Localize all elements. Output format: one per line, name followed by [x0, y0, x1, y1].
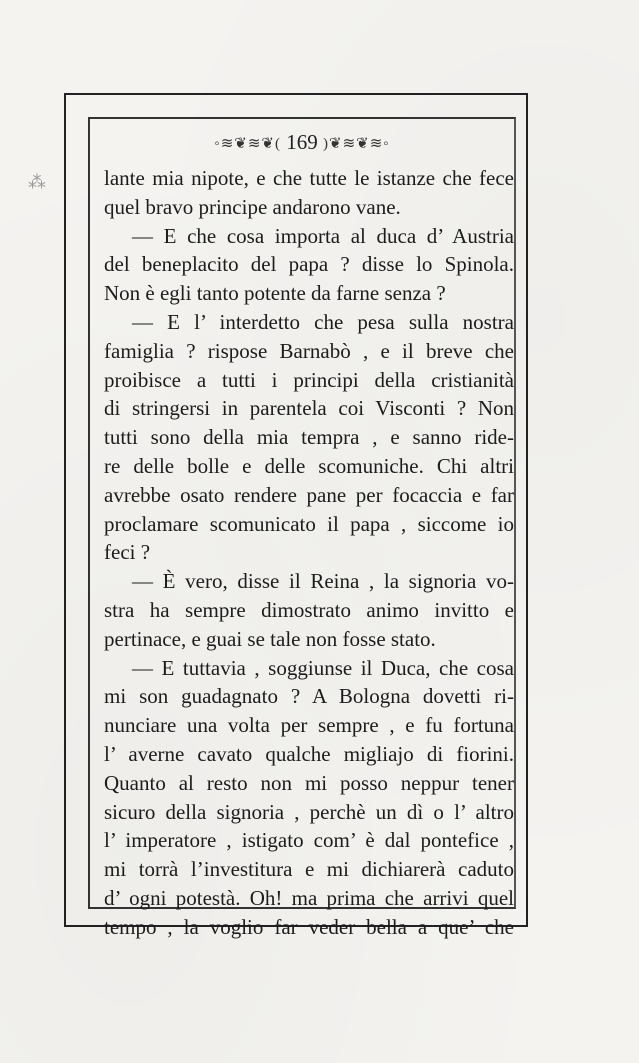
- text-line: tempo , la voglio far veder bella a que’ che: [104, 914, 514, 939]
- page-header: [88, 128, 516, 158]
- text-line: — E che cosa importa al duca d’ Austria: [132, 223, 514, 248]
- text-line: Non è egli tanto potente da farne senza ?: [104, 281, 446, 306]
- text-line: feci ?: [104, 540, 151, 565]
- text-line: mi son guadagnato ? A Bologna dovetti ri-: [104, 684, 514, 709]
- body-text: [104, 164, 514, 942]
- text-line: pertinace, e guai se tale non fosse stato.: [104, 626, 436, 651]
- text-line: — E l’ interdetto che pesa sulla nostra: [132, 309, 514, 334]
- text-line: Quanto al resto non mi posso neppur tener: [104, 770, 514, 795]
- text-line: sicuro della signoria , perchè un dì o l’ altro: [104, 799, 514, 824]
- margin-ornament: ⁂: [28, 172, 46, 193]
- text-line: famiglia ? rispose Barnabò , e il breve che: [104, 338, 514, 363]
- text-line: stra ha sempre dimostrato animo invitto e: [104, 597, 514, 622]
- text-line: avrebbe osato rendere pane per focaccia e far: [104, 482, 514, 507]
- text-line: lante mia nipote, e che tutte le istanze che fece: [104, 166, 514, 190]
- text-line: re delle bolle e delle scomuniche. Chi altri: [104, 453, 514, 478]
- page-number: 169: [286, 130, 318, 154]
- right-ornament-icon: )❦≋❦≋◦: [323, 136, 390, 153]
- text-line: proibisce a tutti i principi della cristianità: [104, 367, 514, 392]
- text-line: nunciare una volta per sempre , e fu fortuna: [104, 713, 514, 738]
- text-line: l’ averne cavato qualche migliajo di fiorini.: [104, 741, 514, 766]
- text-line: di stringersi in parentela coi Visconti ? Non: [104, 396, 514, 421]
- text-line: tutti sono della mia tempra , e sanno ride-: [104, 425, 514, 450]
- text-line: proclamare scomunicato il papa , siccome io: [104, 511, 514, 536]
- text-line: l’ imperatore , istigato com’ è dal pontefice ,: [104, 828, 514, 853]
- text-line: quel bravo principe andarono vane.: [104, 194, 401, 219]
- text-line: — È vero, disse il Reina , la signoria vo-: [132, 569, 514, 594]
- text-line: del beneplacito del papa ? disse lo Spinola.: [104, 252, 514, 277]
- text-line: mi torrà l’investitura e mi dichiarerà caduto: [104, 857, 514, 882]
- text-line: d’ ogni potestà. Oh! ma prima che arrivi quel: [104, 885, 514, 910]
- left-ornament-icon: ◦≋❦≋❦(: [214, 136, 281, 153]
- text-line: — E tuttavia , soggiunse il Duca, che cosa: [132, 655, 514, 680]
